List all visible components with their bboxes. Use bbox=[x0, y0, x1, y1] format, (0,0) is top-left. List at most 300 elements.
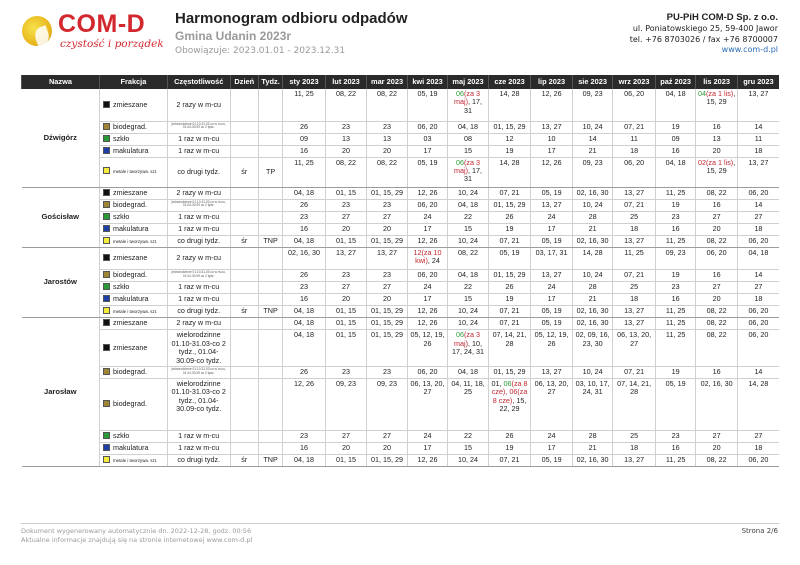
date-cell: 28 bbox=[572, 211, 613, 223]
date-cell: 07, 14, 21, 28 bbox=[488, 330, 531, 367]
date-cell: 13 bbox=[367, 133, 408, 145]
page-number: Strona 2/6 bbox=[741, 527, 778, 535]
date-green: 06 bbox=[456, 157, 465, 167]
date-cell: 11, 25 bbox=[655, 305, 696, 317]
date-cell: 19 bbox=[488, 223, 531, 235]
week-cell bbox=[258, 211, 282, 223]
date-cell: 23 bbox=[325, 366, 367, 378]
date-cell: 03, 17, 31 bbox=[531, 247, 573, 269]
date-cell: 22 bbox=[448, 211, 489, 223]
date-cell: 05, 19 bbox=[531, 454, 573, 466]
fraction-label: makulatura bbox=[112, 145, 149, 155]
date-cell: 18 bbox=[737, 442, 779, 454]
date-cell: 16 bbox=[655, 293, 696, 305]
day-cell: śr bbox=[230, 157, 258, 187]
column-header: Dzień bbox=[230, 75, 258, 89]
date-cell: 04, 18 bbox=[283, 318, 326, 330]
company-website-link[interactable]: www.com-d.pl bbox=[721, 45, 778, 54]
fraction-label: metale i tworzywa. szt. bbox=[112, 238, 158, 244]
fraction-label: szkło bbox=[112, 211, 130, 221]
paper-swatch-icon bbox=[103, 295, 110, 302]
date-green: 04 bbox=[698, 89, 707, 98]
date-cell: 04, 18 bbox=[283, 187, 326, 199]
date-cell: 17 bbox=[531, 442, 573, 454]
frequency-cell: 2 razy w m-cu bbox=[167, 247, 230, 269]
week-cell: TP bbox=[258, 157, 282, 187]
date-cell: 16 bbox=[696, 269, 738, 281]
logo-tagline: czystość i porządek bbox=[60, 38, 164, 50]
date-cell: 08, 22 bbox=[367, 157, 408, 187]
date-cell: 01, 15, 29 bbox=[367, 318, 408, 330]
date-cell: 24 bbox=[531, 430, 573, 442]
date-cell: 16 bbox=[696, 121, 738, 133]
date-cell: 02, 16, 30 bbox=[572, 235, 613, 247]
date-cell: 24 bbox=[531, 211, 573, 223]
mixed-waste-swatch-icon bbox=[103, 254, 110, 261]
day-cell bbox=[230, 223, 258, 235]
date-cell: 25 bbox=[613, 281, 656, 293]
fraction-cell bbox=[99, 378, 167, 430]
column-header: cze 2023 bbox=[488, 75, 531, 89]
date-cell: 20 bbox=[325, 223, 367, 235]
frequency-cell: jednorodzinne 01.10-31.03 co w m-cu, 01.04-30.09 co 2 tydz. bbox=[167, 366, 230, 378]
date-cell: 12, 26 bbox=[407, 318, 448, 330]
table-row bbox=[22, 199, 780, 211]
date-cell: 26 bbox=[488, 281, 531, 293]
week-cell bbox=[258, 133, 282, 145]
date-cell: 18 bbox=[613, 223, 656, 235]
fraction-cell bbox=[99, 157, 167, 187]
date-cell: 07, 21 bbox=[488, 454, 531, 466]
date-cell: 05, 19 bbox=[531, 187, 573, 199]
date-cell: 07, 14, 21, 28 bbox=[613, 378, 656, 430]
fraction-cell bbox=[99, 247, 167, 269]
fraction-cell bbox=[99, 305, 167, 317]
date-cell: 05, 19 bbox=[531, 318, 573, 330]
date-note: (za 8 cze) bbox=[491, 378, 528, 397]
date-cell: 24 bbox=[407, 281, 448, 293]
date-cell: 06, 20 bbox=[696, 247, 738, 269]
mixed-waste-swatch-icon bbox=[103, 189, 110, 196]
date-cell: 04, 18 bbox=[737, 247, 779, 269]
date-cell: 11, 25 bbox=[655, 318, 696, 330]
date-cell: 15 bbox=[448, 145, 489, 157]
column-header: kwi 2023 bbox=[407, 75, 448, 89]
date-cell: 19 bbox=[655, 366, 696, 378]
date-cell: 05, 19 bbox=[531, 305, 573, 317]
fraction-label: metale i tworzywa. szt. bbox=[112, 457, 158, 463]
date-cell: 01, 15 bbox=[325, 330, 367, 367]
date-cell: 06, 13, 20, 27 bbox=[613, 330, 656, 367]
frequency-cell: 1 raz w m-cu bbox=[167, 281, 230, 293]
fraction-cell bbox=[99, 269, 167, 281]
date-cell: 16 bbox=[283, 223, 326, 235]
date-cell: 23 bbox=[367, 269, 408, 281]
date-cell: 16 bbox=[655, 145, 696, 157]
date-cell: 09, 23 bbox=[367, 378, 408, 430]
date-cell: 13 bbox=[325, 133, 367, 145]
date-cell: 04, 18 bbox=[283, 330, 326, 367]
metal-plastic-swatch-icon bbox=[103, 237, 110, 244]
document-header bbox=[0, 0, 800, 68]
date-cell: 10, 24 bbox=[448, 454, 489, 466]
fraction-cell bbox=[99, 366, 167, 378]
date-cell: 13, 27 bbox=[613, 305, 656, 317]
column-header: Częstotliwość bbox=[167, 75, 230, 89]
date-cell: 08, 22 bbox=[696, 187, 738, 199]
date-cell: 20 bbox=[696, 442, 738, 454]
table-row bbox=[22, 223, 780, 235]
company-logo bbox=[18, 10, 168, 54]
day-cell bbox=[230, 378, 258, 430]
date-cell: 23 bbox=[283, 211, 326, 223]
table-row bbox=[22, 247, 780, 269]
date-cell: 02, 16, 30 bbox=[572, 305, 613, 317]
date-cell: 06, 20 bbox=[737, 305, 779, 317]
date-cell: 12, 26 bbox=[407, 235, 448, 247]
date-cell: 02, 16, 30 bbox=[572, 454, 613, 466]
date-cell: 19 bbox=[655, 269, 696, 281]
column-header: lis 2023 bbox=[696, 75, 738, 89]
date-cell: 12 bbox=[488, 133, 531, 145]
date-cell: 06, 13, 20, 27 bbox=[531, 378, 573, 430]
date-cell: 14 bbox=[737, 269, 779, 281]
date-cell: 18 bbox=[613, 442, 656, 454]
date-cell bbox=[696, 89, 738, 121]
week-cell bbox=[258, 318, 282, 330]
fraction-label: biodegrad. bbox=[112, 121, 147, 131]
date-cell: 13, 27 bbox=[531, 121, 573, 133]
date-cell: 13, 27 bbox=[531, 269, 573, 281]
date-cell: 09, 23 bbox=[572, 157, 613, 187]
date-cell: 27 bbox=[737, 430, 779, 442]
date-cell bbox=[488, 378, 531, 430]
date-cell: 08, 22 bbox=[696, 305, 738, 317]
date-cell: 24 bbox=[531, 281, 573, 293]
date-cell: 08, 22 bbox=[325, 89, 367, 121]
date-cell: 11, 25 bbox=[613, 247, 656, 269]
date-note: (za 3 maj) bbox=[454, 157, 481, 175]
day-cell bbox=[230, 121, 258, 133]
date-cell: 04, 18 bbox=[655, 157, 696, 187]
frequency-cell: 1 raz w m-cu bbox=[167, 211, 230, 223]
date-cell bbox=[448, 89, 489, 121]
date-cell: 05, 12, 19, 26 bbox=[407, 330, 448, 367]
day-cell bbox=[230, 247, 258, 269]
fraction-cell bbox=[99, 235, 167, 247]
week-cell bbox=[258, 442, 282, 454]
column-header: lut 2023 bbox=[325, 75, 367, 89]
date-cell: 16 bbox=[283, 145, 326, 157]
date-cell: 07, 21 bbox=[488, 235, 531, 247]
date-cell: 14, 28 bbox=[572, 247, 613, 269]
date-cell: 01, 15, 29 bbox=[488, 366, 531, 378]
date-cell: 12, 26 bbox=[407, 187, 448, 199]
date-cell: 11, 25 bbox=[655, 235, 696, 247]
glass-swatch-icon bbox=[103, 135, 110, 142]
date-cell: 18 bbox=[737, 145, 779, 157]
date-cell: 26 bbox=[283, 366, 326, 378]
date-green: 06 bbox=[456, 89, 465, 98]
frequency-cell: 1 raz w m-cu bbox=[167, 442, 230, 454]
date-cell: 11 bbox=[613, 133, 656, 145]
week-cell bbox=[258, 330, 282, 367]
day-cell bbox=[230, 89, 258, 121]
date-cell: 08, 22 bbox=[696, 318, 738, 330]
day-cell bbox=[230, 133, 258, 145]
date-cell: 23 bbox=[655, 430, 696, 442]
date-cell: 23 bbox=[325, 121, 367, 133]
date-cell: 16 bbox=[655, 442, 696, 454]
column-header: wrz 2023 bbox=[613, 75, 656, 89]
day-cell bbox=[230, 442, 258, 454]
date-cell: 13, 27 bbox=[325, 247, 367, 269]
column-header: Nazwa bbox=[22, 75, 100, 89]
date-cell: 20 bbox=[367, 223, 408, 235]
date-cell: 11, 25 bbox=[655, 330, 696, 367]
week-cell bbox=[258, 223, 282, 235]
date-cell: 20 bbox=[325, 293, 367, 305]
table-row bbox=[22, 430, 780, 442]
metal-plastic-swatch-icon bbox=[103, 307, 110, 314]
date-cell: 07, 21 bbox=[488, 305, 531, 317]
fraction-label: makulatura bbox=[112, 442, 149, 452]
date-cell bbox=[407, 247, 448, 269]
date-cell: 05, 19 bbox=[407, 89, 448, 121]
date-cell: 01, 15 bbox=[325, 235, 367, 247]
generated-note: Dokument wygenerowany automatycznie dn. 2022-12-28, godz. 00:56 bbox=[21, 527, 252, 535]
fraction-label: szkło bbox=[112, 281, 130, 291]
date-rest: , 10, 17, 24, 31 bbox=[452, 338, 485, 357]
location-name: Gościsław bbox=[22, 187, 100, 247]
fraction-label: biodegrad. bbox=[112, 199, 147, 209]
date-cell: 20 bbox=[325, 145, 367, 157]
date-cell: 10, 24 bbox=[572, 269, 613, 281]
date-cell: 16 bbox=[696, 366, 738, 378]
date-cell: 06, 20 bbox=[613, 157, 656, 187]
day-cell bbox=[230, 330, 258, 367]
date-cell: 17 bbox=[531, 223, 573, 235]
date-cell: 12, 26 bbox=[407, 454, 448, 466]
date-cell: 11, 25 bbox=[283, 157, 326, 187]
date-cell: 01, 15, 29 bbox=[367, 187, 408, 199]
date-note: (za 1 lis) bbox=[706, 157, 734, 167]
date-cell: 15 bbox=[448, 223, 489, 235]
table-row bbox=[22, 330, 780, 367]
date-cell: 05, 19 bbox=[407, 157, 448, 187]
date-cell: 12, 26 bbox=[531, 157, 573, 187]
week-cell bbox=[258, 121, 282, 133]
date-cell: 20 bbox=[325, 442, 367, 454]
date-cell: 22 bbox=[448, 430, 489, 442]
table-row bbox=[22, 293, 780, 305]
date-cell: 09, 23 bbox=[325, 378, 367, 430]
date-cell: 21 bbox=[572, 293, 613, 305]
date-cell: 23 bbox=[367, 199, 408, 211]
date-cell: 04, 18 bbox=[283, 235, 326, 247]
date-cell: 14 bbox=[737, 121, 779, 133]
date-cell: 27 bbox=[696, 281, 738, 293]
week-cell bbox=[258, 187, 282, 199]
date-cell: 02, 16, 30 bbox=[572, 187, 613, 199]
week-cell bbox=[258, 293, 282, 305]
date-cell: 21 bbox=[572, 145, 613, 157]
paper-swatch-icon bbox=[103, 444, 110, 451]
date-cell: 17 bbox=[531, 145, 573, 157]
date-cell: 11, 25 bbox=[283, 89, 326, 121]
info-note: Aktualne informacje znajdują się na stronie internetowej www.com-d.pl bbox=[21, 536, 253, 544]
date-cell: 08, 22 bbox=[696, 330, 738, 367]
date-cell: 23 bbox=[325, 199, 367, 211]
company-name: PU-PiH COM-D Sp. z o.o. bbox=[666, 12, 778, 23]
day-cell bbox=[230, 318, 258, 330]
fraction-cell bbox=[99, 442, 167, 454]
date-cell: 13, 27 bbox=[613, 454, 656, 466]
fraction-cell bbox=[99, 223, 167, 235]
date-cell: 02, 16, 30 bbox=[696, 378, 738, 430]
date-note: (za 10 kwi) bbox=[415, 247, 442, 266]
date-rest: , 17, 31 bbox=[464, 165, 483, 184]
biowaste-swatch-icon bbox=[103, 368, 110, 375]
location-name: Dźwigórz bbox=[22, 89, 100, 187]
fraction-label: biodegrad. bbox=[112, 399, 147, 409]
date-cell: 13, 27 bbox=[737, 157, 779, 187]
date-cell: 06, 20 bbox=[407, 121, 448, 133]
column-header: Tydz. bbox=[258, 75, 282, 89]
week-cell bbox=[258, 430, 282, 442]
date-cell: 11 bbox=[737, 133, 779, 145]
date-cell: 10, 24 bbox=[448, 318, 489, 330]
table-row bbox=[22, 305, 780, 317]
date-cell: 28 bbox=[572, 430, 613, 442]
date-cell: 26 bbox=[283, 199, 326, 211]
date-note: (za 3 maj) bbox=[454, 330, 481, 348]
frequency-cell: 1 raz w m-cu bbox=[167, 133, 230, 145]
date-note: (za 1 lis) bbox=[706, 89, 734, 98]
date-cell: 24 bbox=[407, 430, 448, 442]
date-rest: , 17, 31 bbox=[464, 97, 483, 115]
frequency-cell: wielorodzinne 01.10-31.03-co 2 tydz., 01.04-30.09-co tydz. bbox=[167, 378, 230, 430]
date-cell: 14 bbox=[737, 366, 779, 378]
date-cell: 26 bbox=[283, 121, 326, 133]
fraction-cell bbox=[99, 145, 167, 157]
date-cell bbox=[448, 157, 489, 187]
date-cell: 12, 26 bbox=[531, 89, 573, 121]
day-cell: śr bbox=[230, 454, 258, 466]
fraction-cell bbox=[99, 121, 167, 133]
fraction-label: zmieszane bbox=[112, 318, 148, 328]
date-cell: 02, 16, 30 bbox=[283, 247, 326, 269]
company-phone: tel. +76 8703026 / fax +76 8700007 bbox=[629, 34, 778, 44]
column-header: mar 2023 bbox=[367, 75, 408, 89]
date-cell: 20 bbox=[367, 293, 408, 305]
date-cell: 17 bbox=[531, 293, 573, 305]
fraction-cell bbox=[99, 187, 167, 199]
table-header-row bbox=[22, 75, 780, 89]
date-cell: 10, 24 bbox=[448, 235, 489, 247]
date-cell: 09 bbox=[655, 133, 696, 145]
glass-swatch-icon bbox=[103, 283, 110, 290]
date-cell: 18 bbox=[613, 293, 656, 305]
date-red: 02 bbox=[698, 157, 707, 167]
date-cell: 06, 20 bbox=[407, 199, 448, 211]
date-cell: 09 bbox=[283, 133, 326, 145]
date-cell: 23 bbox=[325, 269, 367, 281]
week-cell bbox=[258, 378, 282, 430]
date-rest: , 15, 29 bbox=[706, 89, 736, 107]
date-cell: 01, 15, 29 bbox=[367, 235, 408, 247]
fraction-cell bbox=[99, 318, 167, 330]
week-cell bbox=[258, 89, 282, 121]
date-cell: 04, 18 bbox=[448, 366, 489, 378]
week-cell bbox=[258, 247, 282, 269]
date-cell: 12, 26 bbox=[283, 378, 326, 430]
date-cell: 25 bbox=[613, 430, 656, 442]
date-cell: 23 bbox=[655, 281, 696, 293]
date-note: (za 3 maj) bbox=[454, 89, 481, 107]
date-rest: 01, bbox=[491, 378, 504, 388]
date-cell: 06, 20 bbox=[737, 454, 779, 466]
week-cell bbox=[258, 145, 282, 157]
fraction-label: biodegrad. bbox=[112, 366, 147, 376]
company-info bbox=[630, 12, 778, 56]
week-cell bbox=[258, 281, 282, 293]
date-cell: 14, 28 bbox=[737, 378, 779, 430]
date-cell: 05, 19 bbox=[531, 235, 573, 247]
biowaste-swatch-icon bbox=[103, 400, 110, 407]
date-cell: 01, 15 bbox=[325, 187, 367, 199]
date-cell: 14, 28 bbox=[488, 157, 531, 187]
date-cell: 01, 15, 29 bbox=[488, 199, 531, 211]
date-cell: 03 bbox=[407, 133, 448, 145]
date-cell: 09, 23 bbox=[572, 89, 613, 121]
date-cell: 14 bbox=[737, 199, 779, 211]
date-cell: 04, 18 bbox=[448, 121, 489, 133]
table-row bbox=[22, 157, 780, 187]
date-cell: 27 bbox=[367, 281, 408, 293]
date-cell: 18 bbox=[737, 293, 779, 305]
date-cell: 02, 09, 16, 23, 30 bbox=[572, 330, 613, 367]
table-row bbox=[22, 318, 780, 330]
validity-period: Obowiązuje: 2023.01.01 - 2023.12.31 bbox=[175, 46, 346, 56]
date-cell: 07, 21 bbox=[488, 187, 531, 199]
frequency-cell: jednorodzinne 01.10-31.03 co w m-cu, 01.04-30.09 co 2 tydz. bbox=[167, 121, 230, 133]
date-cell: 22 bbox=[448, 281, 489, 293]
date-cell: 04, 18 bbox=[655, 89, 696, 121]
fraction-label: zmieszane bbox=[112, 342, 148, 352]
date-cell: 13, 27 bbox=[531, 199, 573, 211]
date-cell: 10 bbox=[531, 133, 573, 145]
date-cell: 27 bbox=[737, 281, 779, 293]
day-cell bbox=[230, 366, 258, 378]
frequency-cell: 1 raz w m-cu bbox=[167, 223, 230, 235]
date-cell: 17 bbox=[407, 293, 448, 305]
table-row bbox=[22, 454, 780, 466]
week-cell bbox=[258, 269, 282, 281]
date-cell: 04, 18 bbox=[448, 199, 489, 211]
table-row bbox=[22, 235, 780, 247]
date-cell: 27 bbox=[696, 211, 738, 223]
mixed-waste-swatch-icon bbox=[103, 344, 110, 351]
date-cell: 01, 15, 29 bbox=[488, 121, 531, 133]
date-cell: 17 bbox=[407, 442, 448, 454]
date-cell: 21 bbox=[572, 223, 613, 235]
week-cell: TNP bbox=[258, 454, 282, 466]
fraction-cell bbox=[99, 211, 167, 223]
date-cell: 13, 27 bbox=[613, 235, 656, 247]
date-cell: 08, 22 bbox=[448, 247, 489, 269]
date-cell: 27 bbox=[737, 211, 779, 223]
